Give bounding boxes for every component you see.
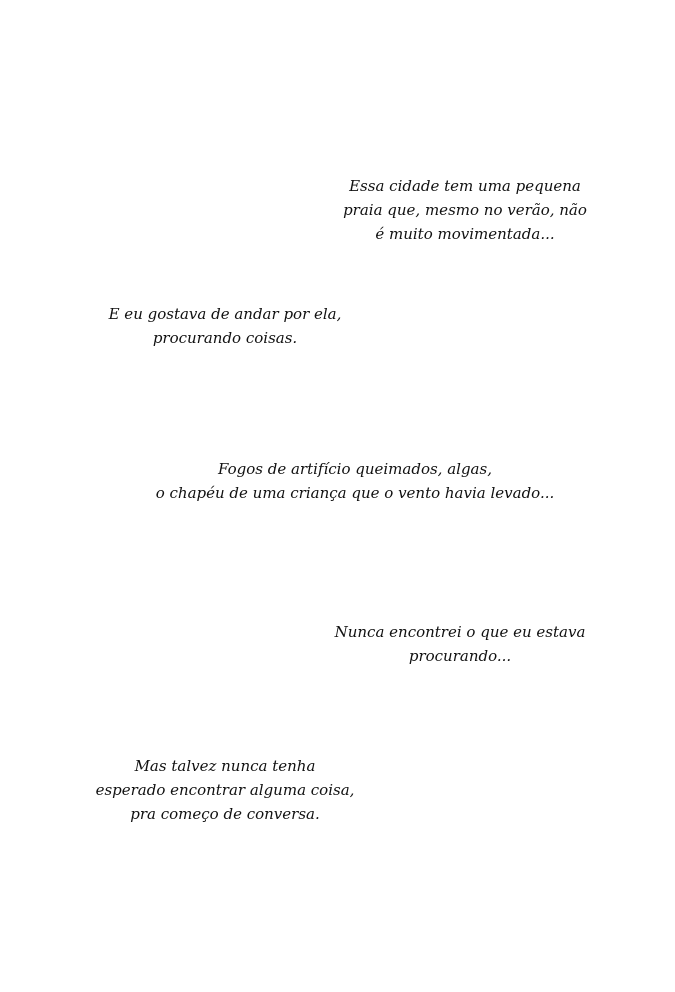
caption-line: esperado encontrar alguma coisa, [95,781,355,799]
caption-never-found [320,620,600,668]
caption-beach-description [330,174,600,246]
caption-line: E eu gostava de andar por ela, [108,305,342,323]
caption-line: é muito movimentada... [375,225,555,243]
caption-line: Essa cidade tem uma pequena [349,177,581,195]
caption-line: o chapéu de uma criança que o vento havia levado... [155,484,555,502]
caption-line: praia que, mesmo no verão, não [343,201,587,219]
caption-line: Mas talvez nunca tenha [134,757,316,775]
caption-line: Nunca encontrei o que eu estava [334,623,586,641]
caption-line: pra começo de conversa. [130,805,320,823]
caption-line: Fogos de artifício queimados, algas, [218,460,492,478]
caption-found-items [150,457,560,505]
caption-line: procurando coisas. [152,329,298,347]
caption-walking [100,302,350,350]
caption-line: procurando... [408,647,512,665]
caption-reflection [90,754,360,826]
